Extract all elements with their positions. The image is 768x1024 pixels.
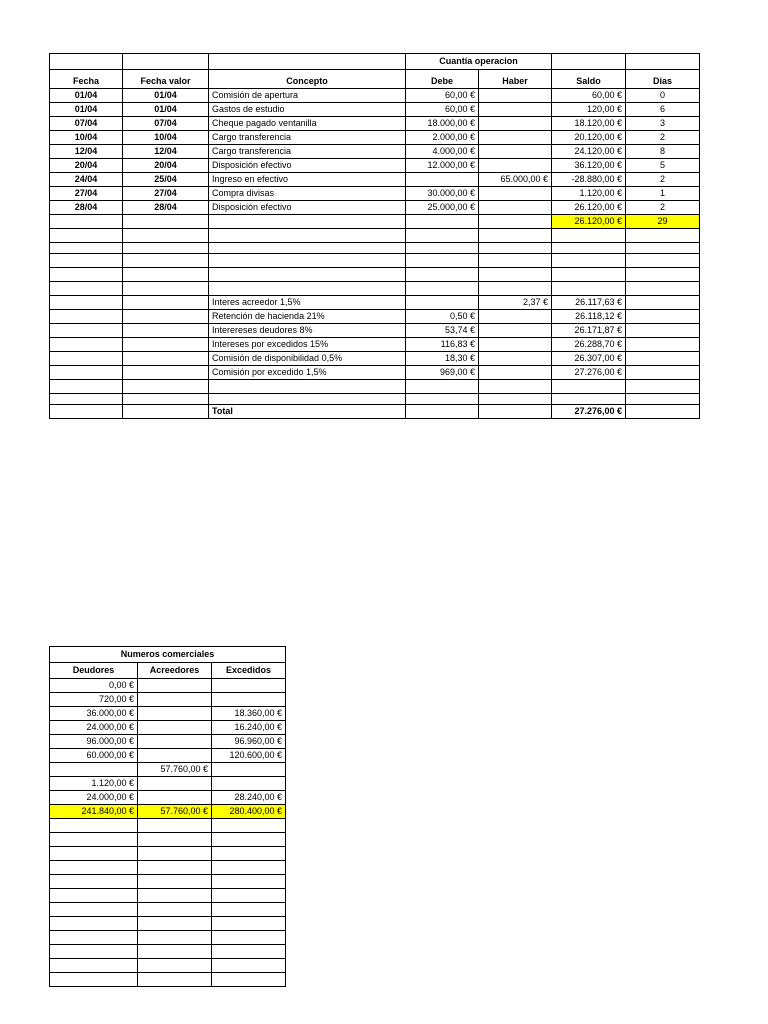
concepto-cell: Cheque pagado ventanilla [209, 117, 406, 131]
excedidos-cell: 18.360,00 € [212, 707, 286, 721]
movement-row [50, 131, 700, 145]
liquidacion-row [50, 296, 700, 310]
saldo-cell: 26.288,70 € [552, 338, 626, 352]
table-row [50, 707, 286, 721]
empty-row [50, 380, 700, 394]
debe-cell: 18.000,00 € [406, 117, 479, 131]
debe-header: Debe [406, 70, 479, 89]
movement-row [50, 173, 700, 187]
debe-cell: 116,83 € [406, 338, 479, 352]
debe-cell: 60,00 € [406, 89, 479, 103]
haber-cell [479, 187, 552, 201]
saldo-cell: 1.120,00 € [552, 187, 626, 201]
fecha-valor-cell: 20/04 [123, 159, 209, 173]
numeros-comerciales-table [49, 646, 286, 987]
excedidos-header: Excedidos [212, 663, 286, 679]
deudores-cell: 1.120,00 € [50, 777, 138, 791]
deudores-cell: 0,00 € [50, 679, 138, 693]
dias-total-cell: 29 [626, 215, 700, 229]
movement-row [50, 89, 700, 103]
saldo-cell: 26.307,00 € [552, 352, 626, 366]
excedidos-cell: 120.600,00 € [212, 749, 286, 763]
acreedores-cell [138, 735, 212, 749]
empty-row [50, 875, 286, 889]
fecha-cell: 01/04 [50, 89, 123, 103]
dias-cell: 1 [626, 187, 700, 201]
deudores-header: Deudores [50, 663, 138, 679]
dias-cell: 2 [626, 131, 700, 145]
liquidacion-row [50, 338, 700, 352]
empty-row [50, 833, 286, 847]
concepto-header: Concepto [209, 70, 406, 89]
haber-header: Haber [479, 70, 552, 89]
debe-cell [406, 296, 479, 310]
fecha-valor-cell: 01/04 [123, 89, 209, 103]
concepto-cell: Interes acreedor 1,5% [209, 296, 406, 310]
empty-row [50, 973, 286, 987]
excedidos-total: 280.400,00 € [212, 805, 286, 819]
empty-row [50, 819, 286, 833]
fecha-cell: 24/04 [50, 173, 123, 187]
concepto-cell: Disposición efectivo [209, 201, 406, 215]
numeros-comerciales-title: Numeros comerciales [50, 647, 286, 663]
concepto-cell: Disposición efectivo [209, 159, 406, 173]
debe-cell: 25.000,00 € [406, 201, 479, 215]
saldo-cell: 20.120,00 € [552, 131, 626, 145]
concepto-cell: Intereses por excedidos 15% [209, 338, 406, 352]
header-blank [552, 54, 626, 70]
fecha-cell: 07/04 [50, 117, 123, 131]
saldo-cell: 36.120,00 € [552, 159, 626, 173]
haber-cell [479, 103, 552, 117]
dias-cell: 2 [626, 201, 700, 215]
acreedores-cell: 57.760,00 € [138, 763, 212, 777]
deudores-cell: 36.000,00 € [50, 707, 138, 721]
empty-row [50, 861, 286, 875]
dias-cell: 8 [626, 145, 700, 159]
empty-row [50, 394, 700, 405]
haber-cell [479, 89, 552, 103]
empty-row [50, 959, 286, 973]
fecha-valor-cell: 10/04 [123, 131, 209, 145]
haber-cell [479, 117, 552, 131]
saldo-summary-row [50, 215, 700, 229]
empty-row [50, 917, 286, 931]
dias-cell: 0 [626, 89, 700, 103]
excedidos-cell [212, 679, 286, 693]
total-saldo-cell: 27.276,00 € [552, 405, 626, 419]
deudores-total: 241.840,00 € [50, 805, 138, 819]
movement-row [50, 201, 700, 215]
empty-row [50, 931, 286, 945]
concepto-cell: Interereses deudores 8% [209, 324, 406, 338]
movement-row [50, 103, 700, 117]
liquidacion-row [50, 324, 700, 338]
concepto-cell: Comisión por excedido 1,5% [209, 366, 406, 380]
acreedores-cell [138, 777, 212, 791]
acreedores-cell [138, 721, 212, 735]
concepto-cell: Cargo transferencia [209, 131, 406, 145]
table-row [50, 749, 286, 763]
liquidacion-row [50, 310, 700, 324]
acreedores-cell [138, 749, 212, 763]
fecha-cell: 01/04 [50, 103, 123, 117]
debe-cell: 53,74 € [406, 324, 479, 338]
fecha-cell: 20/04 [50, 159, 123, 173]
haber-cell [479, 324, 552, 338]
debe-cell: 4.000,00 € [406, 145, 479, 159]
saldo-cell: 18.120,00 € [552, 117, 626, 131]
debe-cell: 0,50 € [406, 310, 479, 324]
excedidos-cell: 16.240,00 € [212, 721, 286, 735]
cuenta-credito-table [49, 53, 700, 419]
table-row [50, 735, 286, 749]
deudores-cell: 24.000,00 € [50, 721, 138, 735]
debe-cell: 60,00 € [406, 103, 479, 117]
debe-cell: 18,30 € [406, 352, 479, 366]
acreedores-cell [138, 791, 212, 805]
acreedores-header: Acreedores [138, 663, 212, 679]
fecha-valor-cell: 25/04 [123, 173, 209, 187]
concepto-cell: Cargo transferencia [209, 145, 406, 159]
excedidos-cell: 96.960,00 € [212, 735, 286, 749]
saldo-cell: 120,00 € [552, 103, 626, 117]
concepto-cell: Retención de hacienda 21% [209, 310, 406, 324]
acreedores-cell [138, 693, 212, 707]
liquidacion-row [50, 352, 700, 366]
dias-cell: 3 [626, 117, 700, 131]
excedidos-cell [212, 777, 286, 791]
concepto-cell: Gastos de estudio [209, 103, 406, 117]
saldo-cell: -28.880,00 € [552, 173, 626, 187]
empty-cell [479, 215, 552, 229]
dias-cell: 2 [626, 173, 700, 187]
table-row [50, 791, 286, 805]
fecha-cell: 10/04 [50, 131, 123, 145]
empty-row [50, 243, 700, 254]
saldo-cell: 26.120,00 € [552, 201, 626, 215]
total-row [50, 405, 700, 419]
empty-row [50, 945, 286, 959]
deudores-cell: 24.000,00 € [50, 791, 138, 805]
totals-row [50, 805, 286, 819]
fecha-valor-cell: 12/04 [123, 145, 209, 159]
debe-cell: 12.000,00 € [406, 159, 479, 173]
acreedores-cell [138, 679, 212, 693]
fecha-valor-header: Fecha valor [123, 70, 209, 89]
empty-cell [209, 215, 406, 229]
excedidos-cell [212, 693, 286, 707]
acreedores-total: 57.760,00 € [138, 805, 212, 819]
empty-cell [123, 215, 209, 229]
debe-cell: 30.000,00 € [406, 187, 479, 201]
haber-cell [479, 131, 552, 145]
haber-cell [479, 201, 552, 215]
empty-cell [50, 215, 123, 229]
header-blank [50, 54, 123, 70]
empty-row [50, 254, 700, 268]
movement-row [50, 159, 700, 173]
movement-row [50, 187, 700, 201]
excedidos-cell: 28.240,00 € [212, 791, 286, 805]
movement-row [50, 117, 700, 131]
haber-cell [479, 338, 552, 352]
haber-cell [479, 145, 552, 159]
deudores-cell: 60.000,00 € [50, 749, 138, 763]
empty-cell [406, 215, 479, 229]
dias-cell: 6 [626, 103, 700, 117]
saldo-header: Saldo [552, 70, 626, 89]
saldo-cell: 60,00 € [552, 89, 626, 103]
header-blank [209, 54, 406, 70]
deudores-cell: 96.000,00 € [50, 735, 138, 749]
empty-row [50, 282, 700, 296]
saldo-cell: 27.276,00 € [552, 366, 626, 380]
deudores-cell: 720,00 € [50, 693, 138, 707]
fecha-cell: 27/04 [50, 187, 123, 201]
header-blank [123, 54, 209, 70]
table-row [50, 777, 286, 791]
debe-cell: 2.000,00 € [406, 131, 479, 145]
dias-cell: 5 [626, 159, 700, 173]
haber-cell [479, 159, 552, 173]
haber-cell [479, 352, 552, 366]
debe-cell [406, 173, 479, 187]
concepto-cell: Compra divisas [209, 187, 406, 201]
empty-row [50, 268, 700, 282]
table-row [50, 763, 286, 777]
haber-cell [479, 366, 552, 380]
empty-row [50, 229, 700, 243]
empty-row [50, 903, 286, 917]
saldo-cell: 26.171,87 € [552, 324, 626, 338]
cuantia-operacion-header: Cuantía operacion [406, 54, 552, 70]
concepto-cell: Ingreso en efectivo [209, 173, 406, 187]
table-row [50, 679, 286, 693]
haber-cell [479, 310, 552, 324]
haber-cell: 65.000,00 € [479, 173, 552, 187]
empty-row [50, 889, 286, 903]
saldo-cell: 24.120,00 € [552, 145, 626, 159]
fecha-valor-cell: 07/04 [123, 117, 209, 131]
table-row [50, 721, 286, 735]
haber-cell: 2,37 € [479, 296, 552, 310]
debe-cell: 969,00 € [406, 366, 479, 380]
fecha-valor-cell: 28/04 [123, 201, 209, 215]
movement-row [50, 145, 700, 159]
header-blank [626, 54, 700, 70]
concepto-cell: Comisión de apertura [209, 89, 406, 103]
acreedores-cell [138, 707, 212, 721]
saldo-cell: 26.117,63 € [552, 296, 626, 310]
fecha-cell: 12/04 [50, 145, 123, 159]
table-row [50, 693, 286, 707]
excedidos-cell [212, 763, 286, 777]
saldo-highlight-cell: 26.120,00 € [552, 215, 626, 229]
fecha-valor-cell: 27/04 [123, 187, 209, 201]
total-label: Total [209, 405, 406, 419]
deudores-cell [50, 763, 138, 777]
fecha-header: Fecha [50, 70, 123, 89]
liquidacion-row [50, 366, 700, 380]
concepto-cell: Comisión de disponibilidad 0,5% [209, 352, 406, 366]
fecha-cell: 28/04 [50, 201, 123, 215]
empty-row [50, 847, 286, 861]
fecha-valor-cell: 01/04 [123, 103, 209, 117]
saldo-cell: 26.118,12 € [552, 310, 626, 324]
dias-header: Dias [626, 70, 700, 89]
